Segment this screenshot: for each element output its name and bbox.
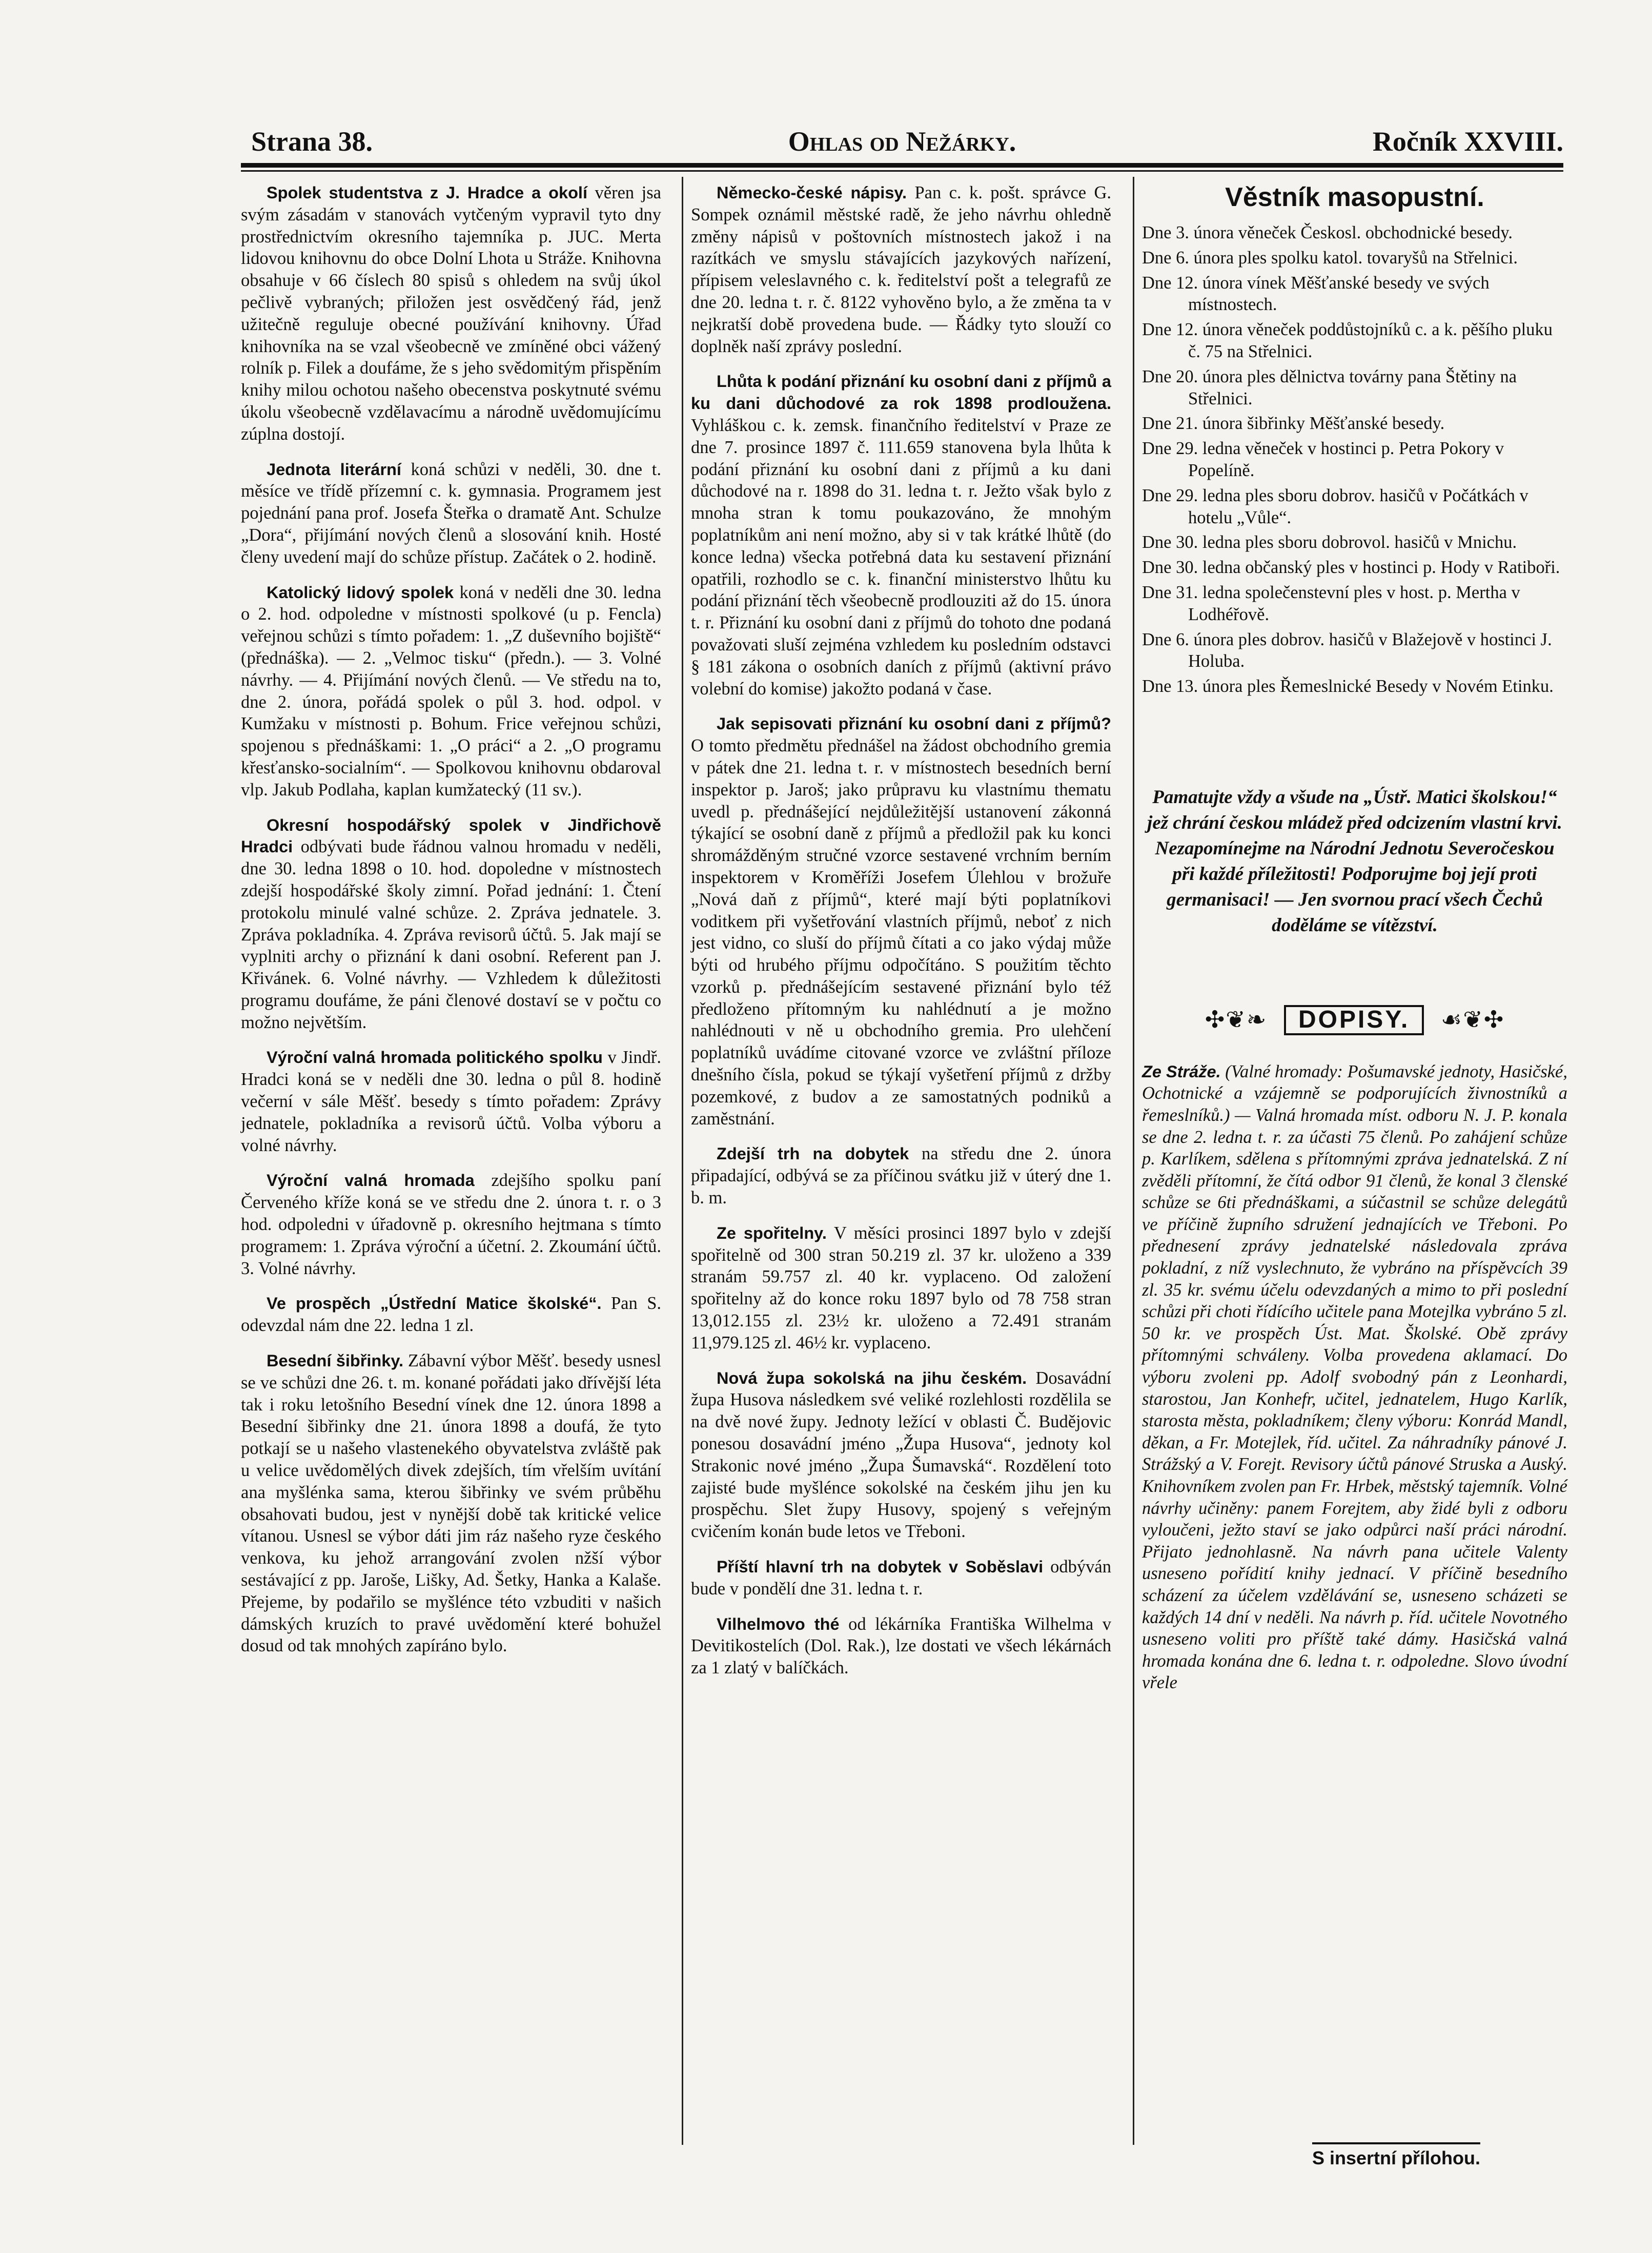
article <box>691 1143 1111 1209</box>
promo-notice: Pamatujte vždy a všude na „Ústř. Matici školskou!“ jež chrání českou mládež před odcizením vlastní krvi. Nezapomínejme na Národní Jednotu Severočeskou při každé příležitosti! Podporujme boj její proti germanisaci! — Jen svornou prací všech Čechů doděláme se vítězství. <box>1147 786 1562 936</box>
dopis-text: (Valné hromady: Pošumavské jednoty, Hasičské, Ochotnické a vzájemně se podporujících živnostníků a řemeslníků.) — Valná hromada míst. odboru N. J. P. konala se dne 2. ledna t. r. za účasti 75 členů. Po zahájení schůze p. Karlíkem, sdělena s přítomnými zpráva jednatelská. Z ní zvěděli přítomní, že čítá odbor 91 členů, že konal 3 členské schůze se 6ti přednáškami, a súčastnil se schůze delegátů ve příčině župního sdružení jednajících ve Třeboni. Po přednesení zprávy jednatelské následovala zpráva pokladní, z níž vyslechnuto, že vybráno na příspěvcích 39 zl. 35 kr. svému účelu odevzdaných a mimo to při poslední schůzi při choti řídícího učitele pana Motejlka vybráno 5 zl. 50 kr. ve prospěch Úst. Mat. Školské. Obě zprávy přítomnými schváleny. Volba provedena aklamací. Do výboru zvoleni pp. Adolf svobodný pán z Leonhardi, starostou, Jan Konhefr, učitel, jednatelem, Hugo Karlík, starosta města, pokladníkem; členy výboru: Konrád Mandl, děkan, a Fr. Motejlek, říd. učitel. Za náhradníky pánové J. Strážský a V. Forejt. Revisory účtů pánové Struska a Auský. Knihovníkem zvolen pan Fr. Hrbek, městský tajemník. Volné návrhy učiněny: panem Forejtem, aby židé byli z odboru vyloučeni, ježto staví se jako odpůrci naší práci národní. Přijato jednohlasně. Na návrh pana učitele Valenty usneseno pořídití knihy jednací. V příčině besedního scházení za účelem vzdělávání se, usneseno scházeti se každých 14 dní v neděli. Na návrh p. říd. učitele Novotného usneseno voliti pro příště také dámy. Hasičská valná hromada konána dne 6. ledna t. r. odpoledne. Slovo úvodní vřele <box>1142 1061 1567 1693</box>
article <box>241 1170 661 1279</box>
article-text: Vyhláškou c. k. zemsk. finančního ředitelství v Praze ze dne 7. prosince 1897 č. 111.659 stanovena byla lhůta k podání přiznání ku osobní dani z příjmů a ku dani důchodové na r. 1898 do 31. ledna t. r. Ježto však bylo z mnoha stran k tomu poukazováno, že mnohým poplatníkům ani není možno, aby si v tak krátké lhůtě (do konce ledna) všecka potřebná data ku sestavení přiznání opatřili, rozhodlo se c. k. finanční ministerstvo lhůtu ku podání přiznání těch všeobecně prodlouziti až do 15. února t. r. Přiznání ku osobní dani z příjmů do tohoto dne podaná považovati sluší zejména vzhledem ku posledním odstavci § 181 zákona o osobních daních z příjmů (aktivní právo volební do komise) jakožto podaná v čase. <box>691 415 1111 699</box>
vestnik-entry: Dne 31. ledna společenstevní ples v host. p. Mertha v Lodhéřově. <box>1142 582 1520 624</box>
dopis-lead: Ze Stráže. <box>1142 1062 1221 1081</box>
article-heading: Německo-české nápisy. <box>717 183 907 202</box>
article-heading: Jednota literární <box>267 460 401 479</box>
vestnik-title: Věstník masopustní. <box>1225 182 1484 212</box>
vestnik-entry: Dne 29. ledna věneček v hostinci p. Petra Pokory v Popelíně. <box>1142 439 1504 480</box>
column-divider-2 <box>1133 177 1134 2145</box>
column-divider-1 <box>682 177 683 2145</box>
dopisy-title: DOPISY. <box>1284 1005 1424 1035</box>
article-heading: Zdejší trh na dobytek <box>717 1144 909 1163</box>
vestnik-entry: Dne 6. února ples spolku katol. tovaryšů na Střelnici. <box>1142 248 1518 268</box>
vestnik-entry: Dne 30. ledna občanský ples v hostinci p. Hody v Ratiboři. <box>1142 558 1560 578</box>
article-heading: Výroční valná hromada <box>267 1171 475 1190</box>
ornament-left-icon: ✣❦❧ <box>1205 1006 1268 1033</box>
article-text: koná v neděli dne 30. ledna o 2. hod. odpoledne v místnosti spolkové (u p. Fencla) veřejnou schůzi s tímto pořadem: 1. „Z duševního bojiště“ (přednáška). — 2. „Velmoc tisku“ (předn.). — 3. Volné návrhy. — 4. Přijímání nových členů. — Ve středu na to, dne 2. února, pořádá spolek o půl 3. hod. odpol. v Kumžaku v místnosti p. Bohum. Frice veřejnou schůzi, spojenou s přednáškami: 1. „O práci“ a 2. „O programu křesťansko-socialním“. — Spolkovou knihovnu obdaroval vlp. Jakub Podlaha, kaplan kumžatecký (11 sv.). <box>241 582 662 800</box>
article <box>241 459 661 568</box>
article-heading: Lhůta k podání přiznání ku osobní dani z příjmů a ku dani důchodové za rok 1898 prodloužena. <box>691 372 1111 413</box>
volume-number: Ročník XXVIII. <box>1372 126 1563 157</box>
article-text: v Jindř. Hradci koná se v neděli dne 30. ledna o půl 8. hodině večerní v sále Měšť. besedy s tímto pořadem: Zprávy jednatele, pokladníka a revisorů účtů. Volba výboru a volné návrhy. <box>241 1048 661 1155</box>
article-heading: Příští hlavní trh na dobytek v Soběslavi <box>717 1558 1044 1576</box>
article <box>241 1293 661 1337</box>
vestnik-entry: Dne 3. února věneček Českosl. obchodnické besedy. <box>1142 223 1513 242</box>
article-heading: Vilhelmovo thé <box>717 1614 840 1633</box>
article-text: zdejšího spolku paní Červeného kříže koná se ve středu dne 2. února t. r. o 3 hod. odpoledni v úřadovně p. okresního hejtmana s tímto programem: 1. Zpráva výroční a účetní. 2. Zkoumání účtů. 3. Volné návrhy. <box>241 1171 661 1278</box>
article-text: Pan c. k. pošt. správce G. Sompek oznámil městské radě, že jeho návrhu ohledně změny nápisů v poštovních místnostech jakož i na razítkách ve smyslu stávajících jazykových nařízení, přípisem veleslavného c. k. ředitelství pošt a telegrafů ze dne 20. ledna t. r. č. 8122 vyhověno bylo, a že změna ta v nejkratší době provedena bude. — Řádky tyto slouží co doplněk naší zprávy poslední. <box>691 183 1112 356</box>
insert-notice: S insertní přílohou. <box>1312 2142 1480 2169</box>
article <box>691 1222 1111 1354</box>
article-heading: Besední šibřinky. <box>267 1351 404 1370</box>
article-text: O tomto předmětu přednášel na žádost obchodního gremia v pátek dne 21. ledna t. r. v místnostech besedních berní inspektor p. Jaroš; jako průpravu ku vlastnímu thematu uvedl p. přednášející nejdůležitější ustanovení zákonná týkající se osobní daně z příjmů a předložil pak ku konci shromážděným stručné vzorce sestavené vrchním berním inspektorem v Kroměříži Josefem Úlehlou v brožuře „Nová daň z příjmů“, které mají býti poplatníkovi voditkem při vyšetřování vlastních příjmů, neboť z nich jest vidno, co sluší do příjmů čítati a co jako výdaj může býti od hrubého příjmu odpočítáno. S použitím těchto vzorků p. přednášejícím sestavené přiznání bylo též předloženo přítomným ku nahlédnutí a je možno nahlédnouti v ně u obchodního gremia. Pro ulehčení poplatníků uvádíme citované vzorce ve zvláštní příloze dnešního čísla, pokud se týkají vyšetření příjmů z držby pozemkové, z budov a ze samostatných podniků a zaměstnání. <box>691 736 1111 1129</box>
article-text: od lékárníka Františka Wilhelma v Devitikostelích (Dol. Rak.), lze dostati ve všech lékárnách za 1 zlatý v balíčkách. <box>691 1614 1111 1678</box>
vestnik-list <box>1142 222 1567 698</box>
article <box>691 713 1111 1130</box>
column-1 <box>241 182 661 1670</box>
column-3 <box>1142 182 1567 1707</box>
vestnik-entry: Dne 30. ledna ples sboru dobrovol. hasičů v Mnichu. <box>1142 532 1517 552</box>
vestnik-entry: Dne 6. února ples dobrov. hasičů v Blažejově v hostinci J. Holuba. <box>1142 629 1552 671</box>
article <box>691 1613 1111 1679</box>
vestnik-entry: Dne 12. února vínek Měšťanské besedy ve svých místnostech. <box>1142 273 1490 315</box>
article-text: Dosavádní župa Husova následkem své veliké rozlehlosti rozdělila se na dvě nové župy. Jednoty ležící v oblasti Č. Budějovic ponesou dosavádní jméno „Župa Husova“, jednoty kol Strakonic nové jméno „Župa Šumavská“. Rozdělení toto zajisté bude myšlénce sokolské na českém jihu jen ku prospěchu. Slet župy Husovy, spojený s veřejným cvičením konán bude letos ve Třeboni. <box>691 1368 1111 1542</box>
column-2 <box>691 182 1111 1692</box>
article <box>691 1556 1111 1600</box>
ornament-right-icon: ☙❦✣ <box>1440 1006 1505 1033</box>
article-text: odbýván bude v pondělí dne 31. ledna t. r. <box>691 1557 1111 1599</box>
article-heading: Katolický lidový spolek <box>267 583 454 602</box>
header-rule <box>241 163 1563 168</box>
article-heading: Ze spořitelny. <box>717 1223 827 1242</box>
vestnik-entry: Dne 12. února věneček poddůstojníků c. a k. pěšího pluku č. 75 na Střelnici. <box>1142 320 1553 361</box>
vestnik-entry: Dne 21. února šibřinky Měšťanské besedy. <box>1142 414 1445 434</box>
article-text: Pan S. odevzdal nám dne 22. ledna 1 zl. <box>241 1294 661 1336</box>
newspaper-title: Ohlas od Nežárky. <box>788 126 1016 157</box>
article-heading: Spolek studentstva z J. Hradce a okolí <box>267 183 587 202</box>
page-header <box>241 126 1563 161</box>
article-heading: Nová župa sokolská na jihu českém. <box>717 1368 1027 1387</box>
article <box>241 182 661 445</box>
article <box>691 1367 1111 1543</box>
article <box>241 1047 661 1156</box>
article <box>241 582 661 801</box>
article-heading: Výroční valná hromada politického spolku <box>267 1048 603 1067</box>
vestnik-entry: Dne 20. února ples dělnictva továrny pana Štětiny na Střelnici. <box>1142 366 1517 408</box>
vestnik-entry: Dne 29. ledna ples sboru dobrov. hasičů v Počátkách v hotelu „Vůle“. <box>1142 485 1528 527</box>
article-heading: Jak sepisovati přiznání ku osobní dani z příjmů? <box>717 714 1111 733</box>
article-text: na středu dne 2. února připadající, odbývá se za příčinou svátku již v úterý dne 1. b. m. <box>691 1144 1112 1208</box>
article <box>241 1350 661 1657</box>
article-text: Zábavní výbor Měšť. besedy usnesl se ve schůzi dne 26. t. m. konané pořádati jako dřívější léta tak i roku letošního Besední vínek dne 12. února 1898 a Besední šibřinky dne 21. února 1898 a doufá, že tyto potkají se u našeho vlastenekého obyvatelstva zvláště pak u velice uvědomělých divek zdejších, tím vřelším uvítání ana myšlénka sama, kterou šibřinky ve svém průběhu obsahovati budou, jest v nynější době tak kritické velice vítanou. Usnesl se výbor dáti jim ráz našeho ryze českého venkova, ku jehož arrangování zvolen nžší výbor sestávající z pp. Jaroše, Lišky, Ad. Šetky, Hanka a Kalaše. Přejeme, by podařilo se myšlénce této vzbuditi v našich dámských kruzích to pravé uvědomění které bohužel dosud od tak mnohých zapíráno bylo. <box>241 1351 662 1656</box>
page-number: Strana 38. <box>251 126 373 157</box>
article-text: odbývati bude řádnou valnou hromadu v neděli, dne 30. ledna 1898 o 10. hod. dopoledne v místnostech zdejší hospodářské školy zimní. Pořad jednání: 1. Čtení protokolu minulé valné schůze. 2. Zpráva jednatele. 3. Zpráva pokladníka. 4. Zpráva revisorů účtů. 5. Jak mají se vyplniti archy o přiznání k dani osobní. Referent pan J. Křivánek. 6. Volné návrhy. — Vzhledem k důležitosti programu doufáme, že páni členové dostaví se v počtu co možno největším. <box>241 837 662 1032</box>
dopis-straz <box>1142 1061 1567 1694</box>
article-heading: Okresní hospodářský spolek v Jindřichově Hradci <box>241 815 661 856</box>
article-text: V měsíci prosinci 1897 bylo v zdejší spořitelně od 300 stran 50.219 zl. 37 kr. uloženo a 339 stranám 59.757 zl. 40 kr. vyplaceno. Od založení spořitelny až do konce roku 1897 bylo od 78 758 stran 13,012.155 zl. 23½ kr. uloženo a 72.491 stranám 11,979.125 zl. 46½ kr. vyplaceno. <box>691 1223 1111 1353</box>
dopisy-heading <box>1142 1005 1567 1035</box>
article <box>241 814 661 1034</box>
article <box>691 371 1111 700</box>
header-rule-thin <box>241 170 1563 172</box>
vestnik-entry: Dne 13. února ples Řemeslnické Besedy v Novém Etinku. <box>1142 677 1554 697</box>
article <box>691 182 1111 357</box>
article-text: věren jsa svým zásadám v stanovách vytčeným vypravil tyto dny prostřednictvím okresního tajemníka p. JUC. Merta lidovou knihovnu do obce Dolní Lhota u Stráže. Knihovna obsahuje v 66 číslech 80 spisů s ohledem na svůj úkol pečlivě vybraných; přiložen jest osvědčený řád, jenž užitečně reguluje obecné používání knihovny. Úřad knihovníka na se vzal všeobecně ve zmíněné obci vážený rolník p. Filek a doufáme, že s jeho svědomitým přispěním knihy milou ochotou našeho obecenstva poskytnuté svému úkolu všeobecně vzdělavacímu a národně uvědomujícímu zúplna dostojí. <box>241 183 661 444</box>
article-heading: Ve prospěch „Ústřední Matice školské“. <box>267 1294 602 1313</box>
article-text: koná schůzi v neděli, 30. dne t. měsíce ve třídě přízemní c. k. gymnasia. Programem jest pojednání pana prof. Josefa Šteřka o dramatě Ant. Schulze „Dora“, přijímání nových členů a slosování knih. Hosté členy uvedení mají do schůze přístup. Začátek o 2. hodině. <box>241 459 661 567</box>
